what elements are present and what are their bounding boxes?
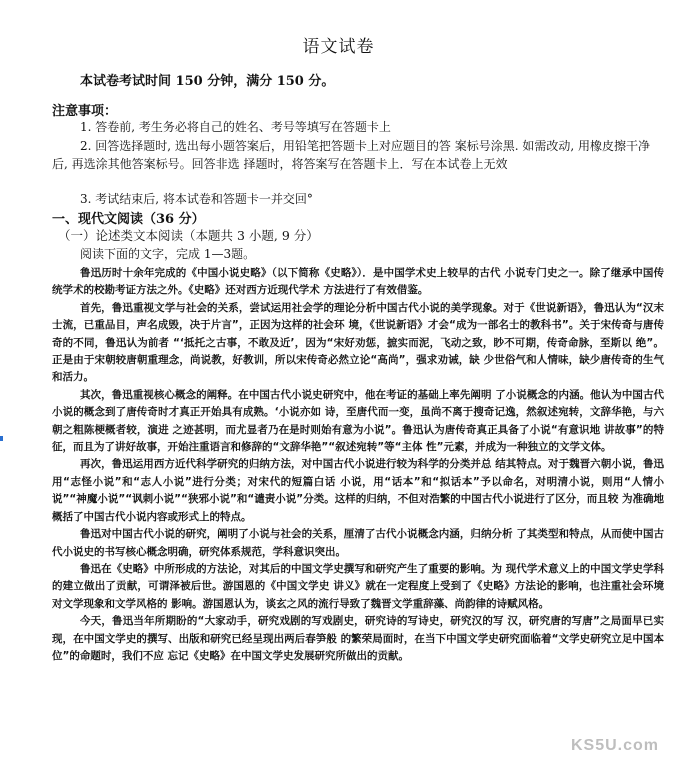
margin-marker xyxy=(0,436,3,441)
reading-instruction: 阅读下面的文字，完成 1—3题。 xyxy=(80,247,256,261)
notice-heading: 注意事项： xyxy=(52,104,118,119)
passage-paragraph: 今天，鲁迅当年所期盼的“大家动手，研究戏剧的写戏剧史，研究诗的写诗史，研究汉的写 汉，研究唐的写唐”之局面早已实现，在中国文学史的撰写、出版和研究已经呈现出两后春笋般 的繁荣局面时，在当下中国文学史研究面临着“文学史研究立足中国本位”的命题时，我们不应 忘记《史略》在中国文学史发展研究所做出的贡献。 xyxy=(52,615,664,662)
section-heading: 一、现代文阅读（36 分） xyxy=(52,212,205,227)
passage-paragraph: 再次，鲁迅运用西方近代科学研究的归纳方法，对中国古代小说进行较为科学的分类并总 结其特点。对于魏晋六朝小说，鲁迅用“志怪小说”和“志人小说”进行分类；对宋代的短篇白话 小说，用“话本”和“拟话本”予以命名，对明清小说，则用“人情小说”“神魔小说”“讽刺小说”“狭邪小说”和“谴责小说”分类。这样的归纳，不但对浩繁的中国古代小说进行了区分，而且较 为准确地概括了中国古代小说内容或形式上的特点。 xyxy=(52,458,664,523)
watermark: KS5U.com xyxy=(570,737,659,754)
exam-info: 本试卷考试时间 150 分钟，满分 150 分。 xyxy=(80,74,335,89)
subsection-heading: （一）论述类文本阅读（本题共 3 小题, 9 分） xyxy=(58,228,319,243)
passage-paragraph: 鲁迅对中国古代小说的研究，阐明了小说与社会的关系，厘清了古代小说概念内涵，归纳分析 了其类型和特点，从而使中国古代小说史的书写核心概念明确，研究体系规范，学科意识突出。 xyxy=(52,528,664,558)
page-title: 语文试卷 xyxy=(302,37,375,57)
reading-passage xyxy=(52,265,664,665)
passage-paragraph: 鲁迅在《史略》中所形成的方法论，对其后的中国文学史撰写和研究产生了重要的影响。为 现代学术意义上的中国文学史学科的建立做出了贡献，可谓泽被后世。游国恩的《中国文学史 讲义》就在一定程度上受到了《史略》方法论的影响，也注重社会环境对文学现象和文学风格的 影响。游国恩认为，谈玄之风的流行导致了魏晋文学重辞藻、尚韵律的诗赋风格。 xyxy=(52,562,664,610)
passage-paragraph: 首先，鲁迅重视文学与社会的关系，尝试运用社会学的理论分析中国古代小说的美学现象。对于《世说新语》，鲁迅认为“汉末士流，已重品目，声名成毁，决于片言”，正因为这样的社会环 境，《世说新语》才会“成为一部名士的教科书”。关于宋传奇与唐传奇的不同，鲁迅认为前者 “‘抵托之古事，不敢及近’，因为“宋好劝惩，摭实而泥，飞动之致，眇不可期，传奇命脉，至斯以 绝”。正是由于宋朝较唐朝重理念，尚说教，好教训，所以宋传奇必然立论“高尚”，强求劝诫，缺 少世俗气和人情味，缺少唐传奇的生气和活力。 xyxy=(52,301,664,384)
passage-paragraph: 鲁迅历时十余年完成的《中国小说史略》（以下简称《史略》）．是中国学术史上较早的古代 小说专门史之一。除了继承中国传统学术的校勘考证方法之外。《史略》还对西方近现代学术 方法进行了有效借鉴。 xyxy=(52,267,664,297)
passage-paragraph: 其次，鲁迅重视核心概念的阐释。在中国古代小说史研究中，他在考证的基础上率先阐明 了小说概念的内涵。他认为中国古代小说的概念到了唐传奇时才真正开始具有成熟。‘小说亦如 诗，至唐代而一变，虽尚不离于搜奇记逸，然叙述宛转，文辞华艳，与六朝之粗陈梗概者较，演进 之迹甚明，而尤显者乃在是时则始有意为小说”。鲁迅认为唐传奇真正具备了小说“有意识地 讲故事”的特征，而且为了讲好故事，开始注重语言和修辞的“文辞华艳”“叙述宛转”等“主体 性”元素，并成为一种独立的文学文体。 xyxy=(52,388,664,454)
notice-item: 3. 考试结束后, 将本试卷和答题卡一并交回° xyxy=(80,192,313,206)
notice-item: 1. 答卷前, 考生务必将自己的姓名、考号等填写在答题卡上 xyxy=(80,120,391,134)
notice-item: 2. 回答选择题时, 选出每小题答案后，用铅笔把答题卡上对应题目的答 案标号涂黑. 如需改动, 用橡皮擦干净后, 再选涂其他答案标号。回答非选 择题时，将答案写在答题卡上．写在本试卷上无效 xyxy=(52,139,650,171)
